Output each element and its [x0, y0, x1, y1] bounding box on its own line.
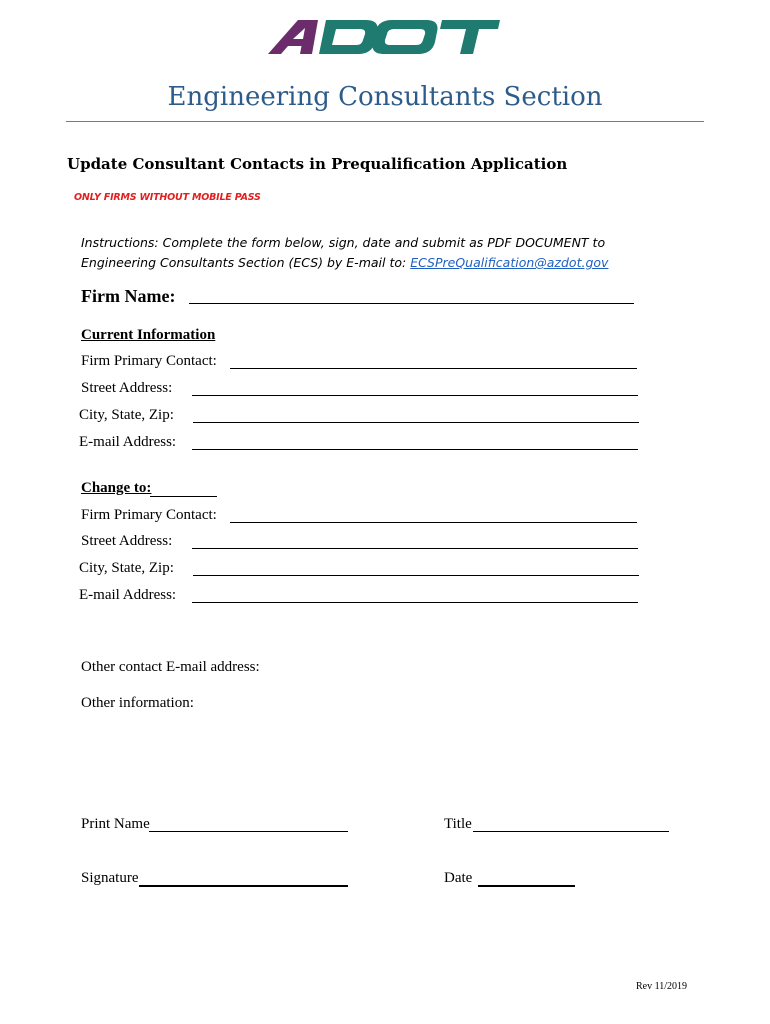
date-field[interactable] [478, 885, 575, 887]
date-label: Date [444, 870, 473, 886]
title-divider [66, 121, 704, 122]
change-street-label: Street Address: [81, 533, 173, 549]
change-email-field[interactable] [192, 602, 638, 603]
page-title: Engineering Consultants Section [167, 82, 603, 112]
change-email-label: E-mail Address: [79, 587, 177, 603]
signature-label: Signature [81, 870, 139, 886]
print-name-field[interactable] [149, 831, 348, 832]
instructions [81, 233, 681, 273]
form-subtitle: Update Consultant Contacts in Prequalification Application [67, 155, 568, 173]
current-primary-contact-field[interactable] [230, 368, 637, 369]
current-email-field[interactable] [192, 449, 638, 450]
change-primary-contact-field[interactable] [230, 522, 637, 523]
signature-field[interactable] [139, 885, 348, 887]
current-street-field[interactable] [192, 395, 638, 396]
change-city-field[interactable] [193, 575, 639, 576]
change-city-label: City, State, Zip: [79, 560, 174, 576]
current-info-heading: Current Information [81, 327, 216, 343]
firm-name-field[interactable] [189, 303, 634, 304]
print-name-label: Print Name [81, 816, 150, 832]
other-info-label: Other information: [81, 695, 194, 711]
current-street-label: Street Address: [81, 380, 173, 396]
instructions-text: Instructions: Complete the form below, sign, date and submit as PDF DOCUMENT to Engineering Consultants Section (ECS) by E-mail to: [81, 235, 606, 270]
mobile-pass-notice: ONLY FIRMS WITHOUT MOBILE PASS [74, 192, 261, 203]
change-street-field[interactable] [192, 548, 638, 549]
current-email-label: E-mail Address: [79, 434, 177, 450]
title-label: Title [444, 816, 472, 832]
current-city-field[interactable] [193, 422, 639, 423]
current-city-label: City, State, Zip: [79, 407, 174, 423]
change-to-heading: Change to: [81, 480, 152, 496]
change-to-underline [150, 496, 217, 497]
title-field[interactable] [473, 831, 669, 832]
change-primary-contact-label: Firm Primary Contact: [81, 507, 217, 523]
other-email-label: Other contact E-mail address: [81, 659, 260, 675]
adot-logo [268, 18, 500, 56]
ecs-email-link[interactable]: ECSPreQualification@azdot.gov [410, 255, 609, 270]
current-primary-contact-label: Firm Primary Contact: [81, 353, 217, 369]
revision-label: Rev 11/2019 [636, 981, 688, 992]
firm-name-label: Firm Name: [81, 286, 176, 306]
